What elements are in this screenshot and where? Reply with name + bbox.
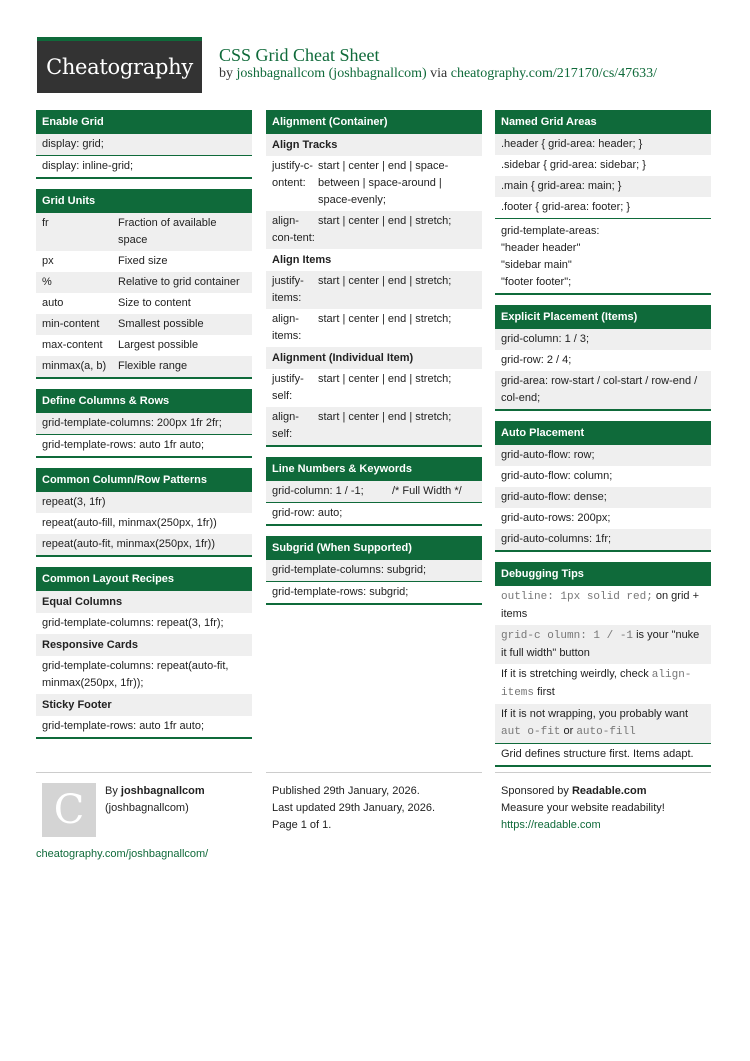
tip-item [495,586,711,625]
updated-date: Last updated 29th January, 2026. [272,802,436,814]
tip-item [495,625,711,664]
section-title: Grid Units [36,189,252,213]
section-title: Line Numbers & Keywords [266,457,482,481]
subheading: Sticky Footer [36,694,252,716]
page-title: CSS Grid Cheat Sheet [219,45,380,65]
tip-text: is your "nuke it full width" button [501,629,700,659]
property-value: start | center | end | stretch; [318,313,452,325]
list-item: .sidebar { grid-area: sidebar; } [501,159,646,171]
section-grid-units [36,189,252,379]
property-value: start | center | end | stretch; [318,411,452,423]
section-debugging-tips [495,562,711,767]
list-item: .header { grid-area: header; } [495,134,711,155]
column-3 [495,110,711,777]
section-title: Subgrid (When Supported) [266,536,482,560]
list-item: grid-column: 1 / 3; [495,329,711,350]
published-date: Published 29th January, 2026. [272,785,420,797]
list-item: grid-template-rows: subgrid; [272,586,409,598]
section-title: Explicit Placement (Items) [495,305,711,329]
list-item: display: inline-grid; [42,160,134,172]
tip-item [495,664,711,704]
unit-key: auto [42,297,64,309]
avatar[interactable]: C [42,783,96,837]
section-layout-recipes [36,567,252,739]
section-title: Common Layout Recipes [36,567,252,591]
unit-key: fr [42,217,49,229]
by-label: By [105,785,118,797]
list-item: grid-template-rows: auto 1fr auto; [42,439,205,451]
list-item: grid-area: row-start / col-start / row-end / col-end; [495,371,711,409]
subheading: Alignment (Individual Item) [266,347,482,369]
sponsor-line [495,783,711,800]
unit-key: max-content [42,339,103,351]
unit-value: Size to content [118,297,191,309]
property-key: align-items: [272,313,302,342]
unit-key: min-content [42,318,100,330]
unit-value: Smallest possible [118,318,204,330]
logo-text: Cheatography [46,55,193,79]
column-2 [266,110,482,615]
code-snippet: aut o-fit [501,726,561,738]
list-item: grid-template-columns: repeat(auto-fit, minmax(250px, 1fr)); [42,660,229,689]
property-key: align-self: [272,411,299,440]
list-item: repeat(3, 1fr) [36,492,252,513]
table-row [36,356,252,377]
section-enable-grid [36,110,252,179]
sheet-url-link[interactable]: cheatography.com/217170/cs/47633/ [450,66,658,81]
footer-author [36,772,252,863]
tip-text: first [534,686,555,698]
list-item: repeat(auto-fit, minmax(250px, 1fr)) [36,534,252,555]
list-item: grid-auto-columns: 1fr; [495,529,711,550]
subheading: Align Items [272,254,332,266]
section-title: Auto Placement [495,421,711,445]
section-subgrid [266,536,482,605]
sponsor-name[interactable]: Readable.com [571,785,647,797]
tip-text: on grid + items [501,590,699,620]
subheading: Equal Columns [36,591,252,613]
property-key: justify-items: [272,275,304,304]
template-line: "sidebar main" [501,259,572,271]
unit-key: px [42,255,54,267]
property-value: start | center | end | stretch; [318,215,452,227]
template-line: "header header" [501,242,581,254]
unit-value: Fixed size [118,255,168,267]
code-snippet: grid-column: 1 / -1; [272,485,364,497]
sponsor-text: Measure your website readability! [501,802,665,814]
page-number: Page 1 of 1. [272,819,332,831]
code-comment: /* Full Width */ [392,485,462,497]
table-row [36,251,252,272]
cheatography-logo[interactable] [37,37,202,93]
author-handle: (joshbagnallcom) [105,802,189,814]
table-row [36,272,252,293]
author-link[interactable]: joshbagnallcom (joshbagnallcom) [236,66,427,81]
list-item: .main { grid-area: main; } [495,176,711,197]
section-title: Enable Grid [36,110,252,134]
list-item: repeat(auto-fill, minmax(250px, 1fr)) [42,517,217,529]
table-row [36,293,252,314]
property-value: start | center | end | stretch; [318,275,452,287]
list-item: grid-auto-rows: 200px; [501,512,611,524]
list-item: .footer { grid-area: footer; } [495,197,711,219]
unit-value: Fraction of available space [118,217,217,246]
section-title: Alignment (Container) [266,110,482,134]
list-item: grid-row: 2 / 4; [501,354,572,366]
section-named-areas [495,110,711,295]
list-item: display: grid; [36,134,252,156]
table-row [266,271,482,309]
by-label: by [219,66,233,81]
list-item: grid-template-columns: 200px 1fr 2fr; [36,413,252,435]
property-key: align-con-tent: [272,215,315,244]
table-row [266,407,482,445]
tip-item [495,704,711,744]
section-line-numbers [266,457,482,526]
unit-value: Relative to grid container [118,276,240,288]
subheading: Align Tracks [266,134,482,156]
unit-key: % [42,276,52,288]
list-item: grid-auto-flow: column; [501,470,613,482]
section-explicit-placement [495,305,711,411]
section-title: Named Grid Areas [495,110,711,134]
section-title: Define Columns & Rows [36,389,252,413]
property-value: start | center | end | space-between | space-around | space-evenly; [318,160,449,206]
list-item: grid-auto-flow: row; [495,445,711,466]
section-alignment-container [266,110,482,447]
table-row [266,211,482,249]
list-item: grid-template-columns: subgrid; [266,560,482,582]
table-row [266,309,482,347]
tip-text: If it is stretching weirdly, check [501,668,652,680]
table-row [266,481,482,503]
section-auto-placement [495,421,711,552]
sponsor-url-link[interactable]: https://readable.com [501,819,601,831]
list-item: grid-template-columns: repeat(3, 1fr); [42,617,224,629]
property-key: justify-c-ontent: [272,160,313,189]
author-line [105,783,252,800]
template-areas-block [495,219,711,293]
property-key: justify-self: [272,373,304,402]
unit-value: Flexible range [118,360,188,372]
unit-key: minmax(a, b) [42,360,107,372]
tip-text: or [560,725,577,737]
code-snippet: align- items [501,669,692,699]
tip-item: Grid defines structure first. Items adapt. [495,744,711,765]
table-row [36,335,252,356]
column-1 [36,110,252,749]
via-label: via [430,66,448,81]
property-value: start | center | end | stretch; [318,373,452,385]
code-snippet: grid-c olumn: 1 / -1 [501,630,634,642]
list-item: grid-auto-flow: dense; [495,487,711,508]
sponsor-prefix: Sponsored by [501,785,569,797]
code-snippet: auto-fill [576,726,636,738]
tip-text: If it is not wrapping, you probably want [501,708,689,720]
page-subtitle [219,66,657,82]
table-row [266,156,482,211]
unit-value: Largest possible [118,339,199,351]
author-name[interactable]: joshbagnallcom [120,785,205,797]
section-title: Common Column/Row Patterns [36,468,252,492]
code-snippet: outline: 1px solid red; [501,591,653,603]
table-row [36,314,252,335]
template-line: grid-template-areas: [501,225,600,237]
table-row [36,213,252,251]
author-url-link[interactable]: cheatography.com/joshbagnallcom/ [36,848,209,860]
template-line: "footer footer"; [501,276,572,288]
section-title: Debugging Tips [495,562,711,586]
footer-sponsor [495,772,711,834]
section-define-columns-rows [36,389,252,458]
subheading: Responsive Cards [36,634,252,656]
list-item: grid-row: auto; [272,507,343,519]
list-item: grid-template-rows: auto 1fr auto; [42,720,205,732]
section-common-patterns [36,468,252,557]
table-row [266,369,482,407]
footer-publication [266,772,482,834]
